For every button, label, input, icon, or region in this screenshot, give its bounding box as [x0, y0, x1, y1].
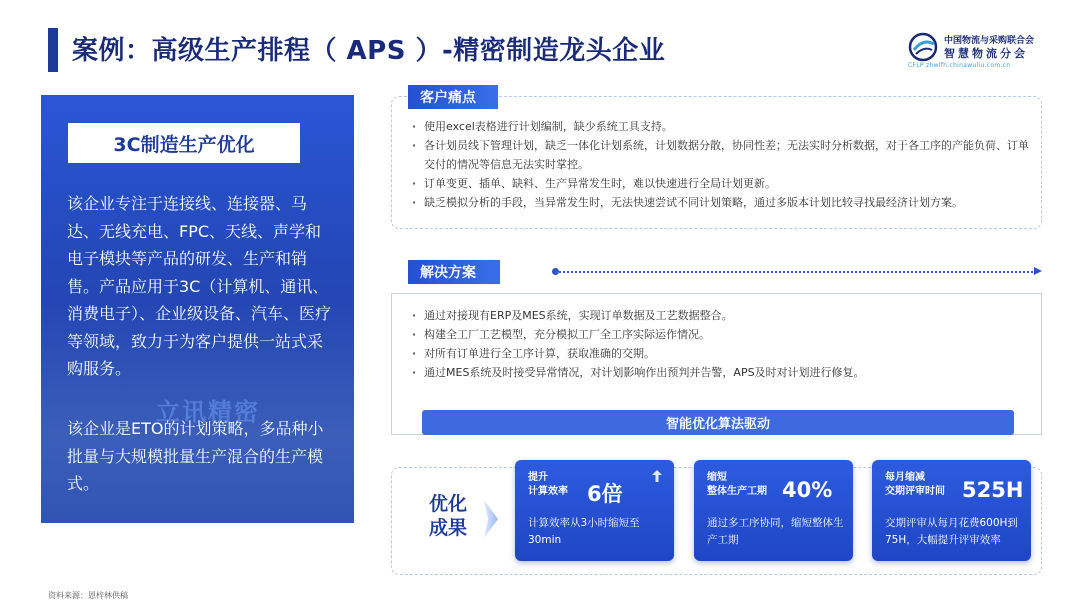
results-label: [418, 492, 478, 540]
list-item: · 对所有订单进行全工序计算，获取准确的交期。: [410, 344, 1035, 363]
arrow-up-icon: [652, 470, 662, 482]
logo-url: [908, 62, 1010, 69]
card-caption-line1: 提升: [528, 472, 548, 483]
list-item: · 使用excel表格进行计划编制，缺少系统工具支持。: [410, 117, 1035, 136]
card-caption-line1: 缩短: [707, 472, 727, 483]
card-metric: 525H: [962, 478, 1024, 502]
card-caption: [528, 471, 568, 499]
algo-driven-bar: 智能优化算法驱动: [422, 410, 1014, 435]
card-metric: 40%: [782, 478, 833, 502]
logo-org-name: 中国物流与采购联合会: [944, 36, 1035, 46]
card-caption: [885, 471, 945, 499]
company-profile-panel: [41, 95, 354, 523]
card-caption-line1: 每月缩减: [885, 472, 925, 483]
profile-label: 3C制造生产优化: [113, 133, 255, 156]
results-label-line1: 优化: [428, 493, 467, 515]
arrow-right-icon: [1034, 267, 1042, 275]
solution-tag: 解决方案: [408, 260, 500, 284]
card-caption-line2: 交期评审时间: [885, 486, 945, 497]
org-logo: [908, 30, 1068, 70]
profile-paragraph-2: 该企业是ETO的计划策略，多品种小批量与大规模批量生产混合的生产模式。: [67, 419, 324, 493]
card-description: 计算效率从3小时缩短至30min: [528, 517, 640, 546]
card-metric: 6倍: [587, 482, 623, 506]
card-caption-line2: 整体生产工期: [707, 486, 767, 497]
logo-branch-name: 智慧物流分会: [944, 47, 1028, 60]
result-card-cycle-time: [694, 460, 853, 561]
list-item: · 缺乏模拟分析的手段，当异常发生时，无法快速尝试不同计划策略，通过多版本计划比较寻找最经济计划方案。: [410, 193, 1035, 212]
list-item: · 各计划员线下管理计划，缺乏一体化计划系统，计划数据分散，协同性差；无法实时分析数据，对于各工序的产能负荷、订单交付的情况等信息无法实时掌控。: [410, 136, 1035, 174]
card-caption-line2: 计算效率: [528, 486, 568, 497]
results-label-line2: 成果: [428, 517, 467, 539]
list-item: · 通过MES系统及时接受异常情况，对计划影响作出预判并告警，APS及时对计划进行修复。: [410, 363, 1035, 382]
card-caption: [707, 471, 767, 499]
list-item: · 订单变更、插单、缺料、生产异常发生时，难以快速进行全局计划更新。: [410, 174, 1035, 193]
title-accent-bar: [48, 28, 58, 72]
list-item: · 通过对接现有ERP及MES系统，实现订单数据及工艺数据整合。: [410, 306, 1035, 325]
page-title: 案例：高级生产排程（ APS ）-精密制造龙头企业: [72, 36, 666, 66]
connector-dotted-line: [556, 271, 1036, 273]
logo-acronym: CFLP: [908, 62, 924, 69]
card-description: 交期评审从每月花费600H到75H，大幅提升评审效率: [885, 517, 1018, 546]
card-description: 通过多工序协同，缩短整体生产工期: [707, 517, 844, 546]
profile-paragraph-1: 该企业专注于连接线、连接器、马达、无线充电、FPC、天线、声学和电子模块等产品的研发、生产和销售。产品应用于3C（计算机、通讯、消费电子）、企业级设备、汽车、医疗等领域，致力于为客户提供一站式采购服务。: [67, 194, 332, 378]
pain-points-tag: 客户痛点: [408, 85, 498, 109]
result-card-efficiency: [515, 460, 674, 561]
source-note: 资料来源：恩梓林供稿: [48, 591, 128, 600]
pain-points-list: [410, 117, 1035, 212]
result-card-review-time: [872, 460, 1031, 561]
profile-label-box: [68, 123, 300, 163]
logo-site: zhwlfh.chinawuliu.com.cn: [926, 62, 1011, 69]
solution-list: [410, 306, 1035, 382]
building-sign-text: 立讯精密: [156, 398, 260, 426]
cflp-logo-icon: [908, 32, 938, 62]
list-item: · 构建全工厂工艺模型，充分模拟工厂全工序实际运作情况。: [410, 325, 1035, 344]
